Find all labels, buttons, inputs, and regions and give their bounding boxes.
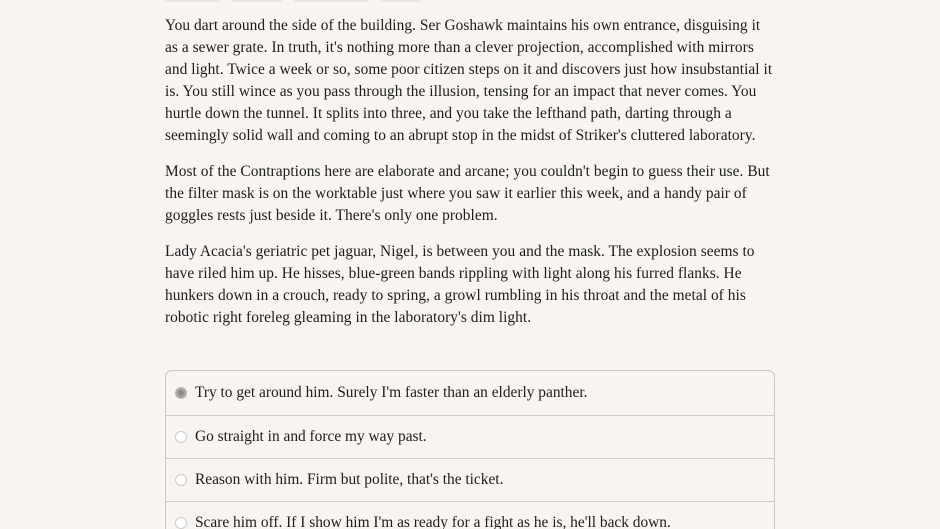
radio-selected-icon[interactable] (175, 387, 187, 399)
choice-label: Go straight in and force my way past. (195, 428, 427, 445)
top-tab-edge (294, 0, 369, 2)
story-text (165, 15, 777, 343)
choice-label: Scare him off. If I show him I'm as ready for a fight as he is, he'll back down. (195, 514, 671, 529)
top-button-bar-edge (165, 0, 445, 3)
choice-label: Reason with him. Firm but polite, that's the ticket. (195, 471, 504, 488)
story-paragraph: Most of the Contraptions here are elaborate and arcane; you couldn't begin to guess their use. But the filter mask is on the worktable just where you saw it earlier this week, and a handy pair of goggles rests just beside it. There's only one problem. (165, 163, 770, 224)
choice-option[interactable] (166, 501, 774, 529)
top-tab-edge (232, 0, 282, 2)
radio-icon[interactable] (175, 474, 187, 486)
radio-icon[interactable] (175, 517, 187, 529)
choice-option[interactable] (166, 415, 774, 458)
choice-option[interactable] (166, 371, 774, 415)
choice-list (165, 370, 775, 529)
top-tab-edge (165, 0, 220, 2)
choice-label: Try to get around him. Surely I'm faster than an elderly panther. (195, 384, 588, 401)
story-paragraph: Lady Acacia's geriatric pet jaguar, Nigel, is between you and the mask. The explosion seems to have riled him up. He hisses, blue-green bands rippling with light along his furred flanks. He hunkers down in a crouch, ready to spring, a growl rumbling in his throat and the metal of his robotic right foreleg gleaming in the laboratory's dim light. (165, 243, 755, 326)
choice-option[interactable] (166, 458, 774, 501)
story-paragraph: You dart around the side of the building. Ser Goshawk maintains his own entrance, disguising it as a sewer grate. In truth, it's nothing more than a clever projection, accomplished with mirrors and light. Twice a week or so, some poor citizen steps on it and discovers just how insubstantial it is. You still wince as you pass through the illusion, tensing for an impact that never comes. You hurtle down the tunnel. It splits into three, and you take the lefthand path, darting through a seemingly solid wall and coming to an abrupt stop in the midst of Striker's cluttered laboratory. (165, 17, 773, 144)
top-tab-edge (381, 0, 421, 2)
radio-icon[interactable] (175, 431, 187, 443)
